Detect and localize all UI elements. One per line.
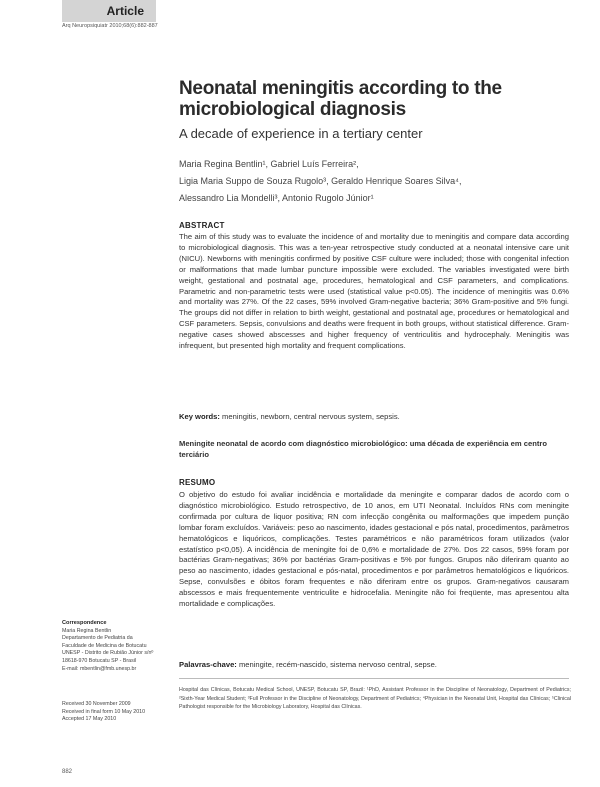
article-title: Neonatal meningitis according to the microbiological diagnosis bbox=[179, 78, 502, 120]
keywords-label: Key words: bbox=[179, 412, 220, 421]
resumo-heading: RESUMO bbox=[179, 478, 216, 487]
abstract-text: The aim of this study was to evaluate the incidence of and mortality due to meningitis and compare data according to microbiological diagnosis. This was a ten-year retrospective study conducted at a neonatal intensive care unit (NICU). Newborns with meningitis confirmed by positive CSF culture were included; those with congenital infection or malformations that made lumbar puncture impossible were excluded. The variables investigated were birth weight, gestational and postnatal age, procedures, hematological and CSF parameters, and complications. Parametric and non-parametric tests were used (statistical value p<0.05). The incidence of meningitis was 0.6% and mortality was 27%. Of the 22 cases, 59% involved Gram-negative bacteria; 36% Gram-positive and 5% fungi. The groups did not differ in relation to birth weight, gestational and postnatal age, procedures or hematological and CSF parameters. Sepsis, convulsions and deaths were frequent in both groups, without statistical difference. Gram-negative cases showed abscesses and higher frequency of ventriculitis and hydrocephaly. Meningitis was infrequent, but presented high mortality and frequent complications. bbox=[179, 232, 569, 351]
correspondence-line: 18618-970 Botucatu SP - Brasil bbox=[62, 657, 137, 664]
keywords-value: meningitis, newborn, central nervous system, sepsis. bbox=[219, 412, 400, 421]
article-dates bbox=[62, 701, 172, 724]
article-type-tag: Article bbox=[62, 0, 156, 22]
page-number: 882 bbox=[62, 769, 73, 775]
author-line: Alessandro Lia Mondelli³, Antonio Rugolo Júnior¹ bbox=[179, 193, 374, 203]
palavras-chave-label: Palavras-chave: bbox=[179, 660, 237, 669]
author-line: Maria Regina Bentlin¹, Gabriel Luís Ferreira², bbox=[179, 159, 359, 169]
resumo-text: O objetivo do estudo foi avaliar incidência e mortalidade da meningite e comparar dados de acordo com o diagnóstico microbiológico. Estudo retrospectivo, de 10 anos, em UTI Neonatal. Incluídos RNs com meningite confirmada por cultura de liquor positiva; RN com infecção congênita ou malformações que impedem punção lombar foram excluídos. Variáveis: peso ao nascimento, idades gestacional e pós natal, procedimentos, parâmetros hematológicos e liquóricos, complicações. Testes paramétricos e não paramétricos foram utilizados (valor estatístico p<0,05). A incidência de meningite foi de 0,6% e mortalidade de 27%. Dos 22 casos, 59% foram por bactérias Gram-negativas; 36% por bactérias Gram-positivas e 5% por fungos. Grupos não diferiram quanto ao peso ao nascimento, idades gestacional e pós-natal, procedimentos e por parâmetros hematológicos e liquóricos. Sepse, convulsões e óbitos foram frequentes e não diferiram entre os grupos. Gram-negativos causaram abscessos e mais frequentemente ventriculite e hidrocefalia. Meningite não foi freqüente, mas apresentou alta mortalidade e complicações. bbox=[179, 490, 569, 609]
correspondence-line: Faculdade de Medicina de Botucatu bbox=[62, 642, 147, 649]
correspondence-email[interactable]: E-mail: mbentlin@fmb.unesp.br bbox=[62, 665, 137, 672]
affiliation-footnote: Hospital das Clínicas, Botucatu Medical School, UNESP, Botucatu SP, Brazil: ¹PhD, Assistant Professor in the Discipline of Neonatology, Department of Pediatrics; ²Sixth-Year Medical Student; ³Full Professor in the Discipline of Neonatology, Department of Pediatrics; ⁴Physician in the Neonatal Unit, Hospital das Clínicas; ⁵Clinical Pathologist responsible for the Microbiology Laboratory, Hospital das Clínicas. bbox=[179, 687, 571, 711]
received-date: Received 30 November 2009 bbox=[62, 701, 131, 707]
author-line: Ligia Maria Suppo de Souza Rugolo³, Geraldo Henrique Soares Silva⁴, bbox=[179, 176, 462, 186]
abstract-heading: ABSTRACT bbox=[179, 221, 225, 230]
correspondence-line: Departamento de Pediatria da bbox=[62, 635, 133, 642]
palavras-chave-value: meningite, recém-nascido, sistema nervoso central, sepse. bbox=[236, 660, 437, 669]
footnote-divider bbox=[179, 678, 569, 679]
article-subtitle: A decade of experience in a tertiary center bbox=[179, 126, 423, 141]
author-list bbox=[179, 156, 569, 207]
correspondence-line: UNESP - Distrito de Rubião Júnior s/nº bbox=[62, 650, 154, 657]
palavras-chave bbox=[179, 660, 569, 671]
correspondence-heading: Correspondence bbox=[62, 620, 107, 626]
journal-citation: Arq Neuropsiquiatr 2010;68(6):882-887 bbox=[62, 23, 158, 29]
portuguese-title: Meningite neonatal de acordo com diagnóstico microbiológico: uma década de experiência em centro terciário bbox=[179, 439, 547, 459]
final-form-date: Received in final form 10 May 2010 bbox=[62, 708, 146, 715]
keywords bbox=[179, 412, 569, 423]
correspondence-block bbox=[62, 620, 172, 673]
correspondence-line: Maria Regina Bentlin bbox=[62, 627, 112, 634]
accepted-date: Accepted 17 May 2010 bbox=[62, 716, 117, 723]
